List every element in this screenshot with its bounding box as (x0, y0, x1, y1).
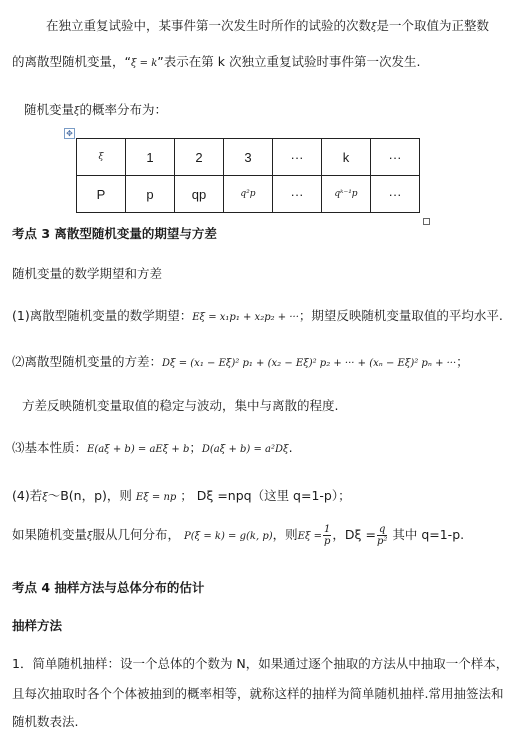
fraction-numerator: 1 (324, 524, 331, 535)
table-row (77, 176, 420, 213)
fraction-q-over-p-squared (377, 524, 387, 547)
xi-symbol: ξ (87, 531, 93, 542)
item-text: 服从几何分布， (92, 527, 181, 542)
table-cell: ξ (77, 139, 126, 176)
item-text: ，则 (272, 527, 298, 542)
section-4-heading: 考点 4 抽样方法与总体分布的估计 (12, 580, 205, 595)
xi-symbol: ξ (42, 492, 48, 503)
section-3-heading: 考点 3 离散型随机变量的期望与方差 (12, 226, 217, 241)
item-text: ～B(n，p)，则 (47, 488, 132, 503)
item-2 (12, 352, 469, 370)
variance-formula: Dξ = (x₁ − Eξ)² p₁ + (x₂ − Eξ)² p₂ + ··· + (xₙ − Eξ)² pₙ + ··· (162, 358, 457, 369)
item-text: ；期望反映随机变量取值的平均水平. (298, 308, 503, 323)
table-cell: p (126, 176, 175, 213)
table-cell: P (77, 176, 126, 213)
table-cell: 1 (126, 139, 175, 176)
section-3-subtitle: 随机变量的数学期望和方差 (12, 266, 163, 281)
table-cell: qp (175, 176, 224, 213)
dist-title-text: 随机变量 (24, 102, 75, 117)
fraction-numerator: q (377, 524, 387, 536)
linear-expectation-formula: E(aξ + b) = aEξ + b (87, 444, 190, 455)
section-4-subtitle: 抽样方法 (12, 618, 63, 633)
table-cell: ··· (273, 139, 322, 176)
paragraph-line: 1．简单随机抽样：设一个总体的个数为 N，如果通过逐个抽取的方法从中抽取一个样本， (12, 656, 509, 671)
xi-eq-k-formula: ξ = k (130, 58, 158, 69)
xi-symbol: ξ (74, 106, 80, 117)
item-1 (12, 306, 503, 324)
item-2-note: 方差反映随机变量取值的稳定与波动，集中与离散的程度. (22, 398, 339, 413)
item-text: ； Dξ =npq（这里 q=1-p）； (180, 488, 351, 503)
item-text: ⑵离散型随机变量的方差： (12, 354, 163, 369)
dist-title-text: 的概率分布为： (79, 102, 168, 117)
intro-text: 是一个取值为正整数 (376, 18, 490, 33)
table-cell: ··· (273, 176, 322, 213)
table-cell: q²p (224, 176, 273, 213)
item-3 (12, 438, 293, 456)
fraction-denominator: p² (376, 536, 388, 547)
fraction-1-over-p (323, 524, 331, 547)
distribution-table (76, 138, 420, 213)
item-text: ，Dξ = (332, 527, 376, 542)
distribution-title (24, 100, 167, 118)
item-text: ； (189, 440, 202, 455)
fraction-denominator: p (324, 536, 331, 547)
table-cell: qᵏ⁻¹p (322, 176, 371, 213)
item-4 (12, 486, 351, 504)
xi-symbol: ξ (371, 22, 377, 33)
item-text: ； (456, 354, 469, 369)
intro-text: 的离散型随机变量，“ (12, 54, 131, 69)
table-cell: k (322, 139, 371, 176)
paragraph-line: 且每次抽取时各个个体被抽到的概率相等，就称这样的抽样为简单随机抽样.常用抽签法和 (12, 686, 504, 701)
item-text: (4)若 (12, 488, 43, 503)
paragraph-line: 随机数表法. (12, 714, 79, 729)
table-cell: ··· (371, 139, 420, 176)
table-resize-handle[interactable] (423, 218, 430, 225)
item-5 (12, 524, 464, 547)
table-move-handle-icon[interactable]: ✥ (64, 128, 75, 139)
expectation-formula: Eξ = x₁p₁ + x₂p₂ + ··· (192, 312, 299, 323)
linear-variance-formula: D(aξ + b) = a²Dξ (201, 444, 289, 455)
intro-text: ”表示在第 k 次独立重复试验时事件第一次发生. (157, 54, 421, 69)
binomial-expectation-formula: Eξ = np (135, 492, 177, 503)
table-cell: 3 (224, 139, 273, 176)
item-text: . (288, 440, 293, 455)
table-cell: ··· (371, 176, 420, 213)
geometric-expectation-label: Eξ = (297, 531, 323, 542)
item-text: 其中 q=1-p. (392, 527, 465, 542)
intro-text: 在独立重复试验中，某事件第一次发生时所作的试验的次数 (46, 18, 372, 33)
item-text: ⑶基本性质： (12, 440, 88, 455)
item-text: 如果随机变量 (12, 527, 88, 542)
geometric-pmf-formula: P(ξ = k) = g(k, p) (184, 531, 273, 542)
item-text: (1)离散型随机变量的数学期望： (12, 308, 193, 323)
intro-line-1 (46, 16, 489, 34)
intro-line-2 (12, 52, 420, 70)
table-row (77, 139, 420, 176)
table-cell: 2 (175, 139, 224, 176)
